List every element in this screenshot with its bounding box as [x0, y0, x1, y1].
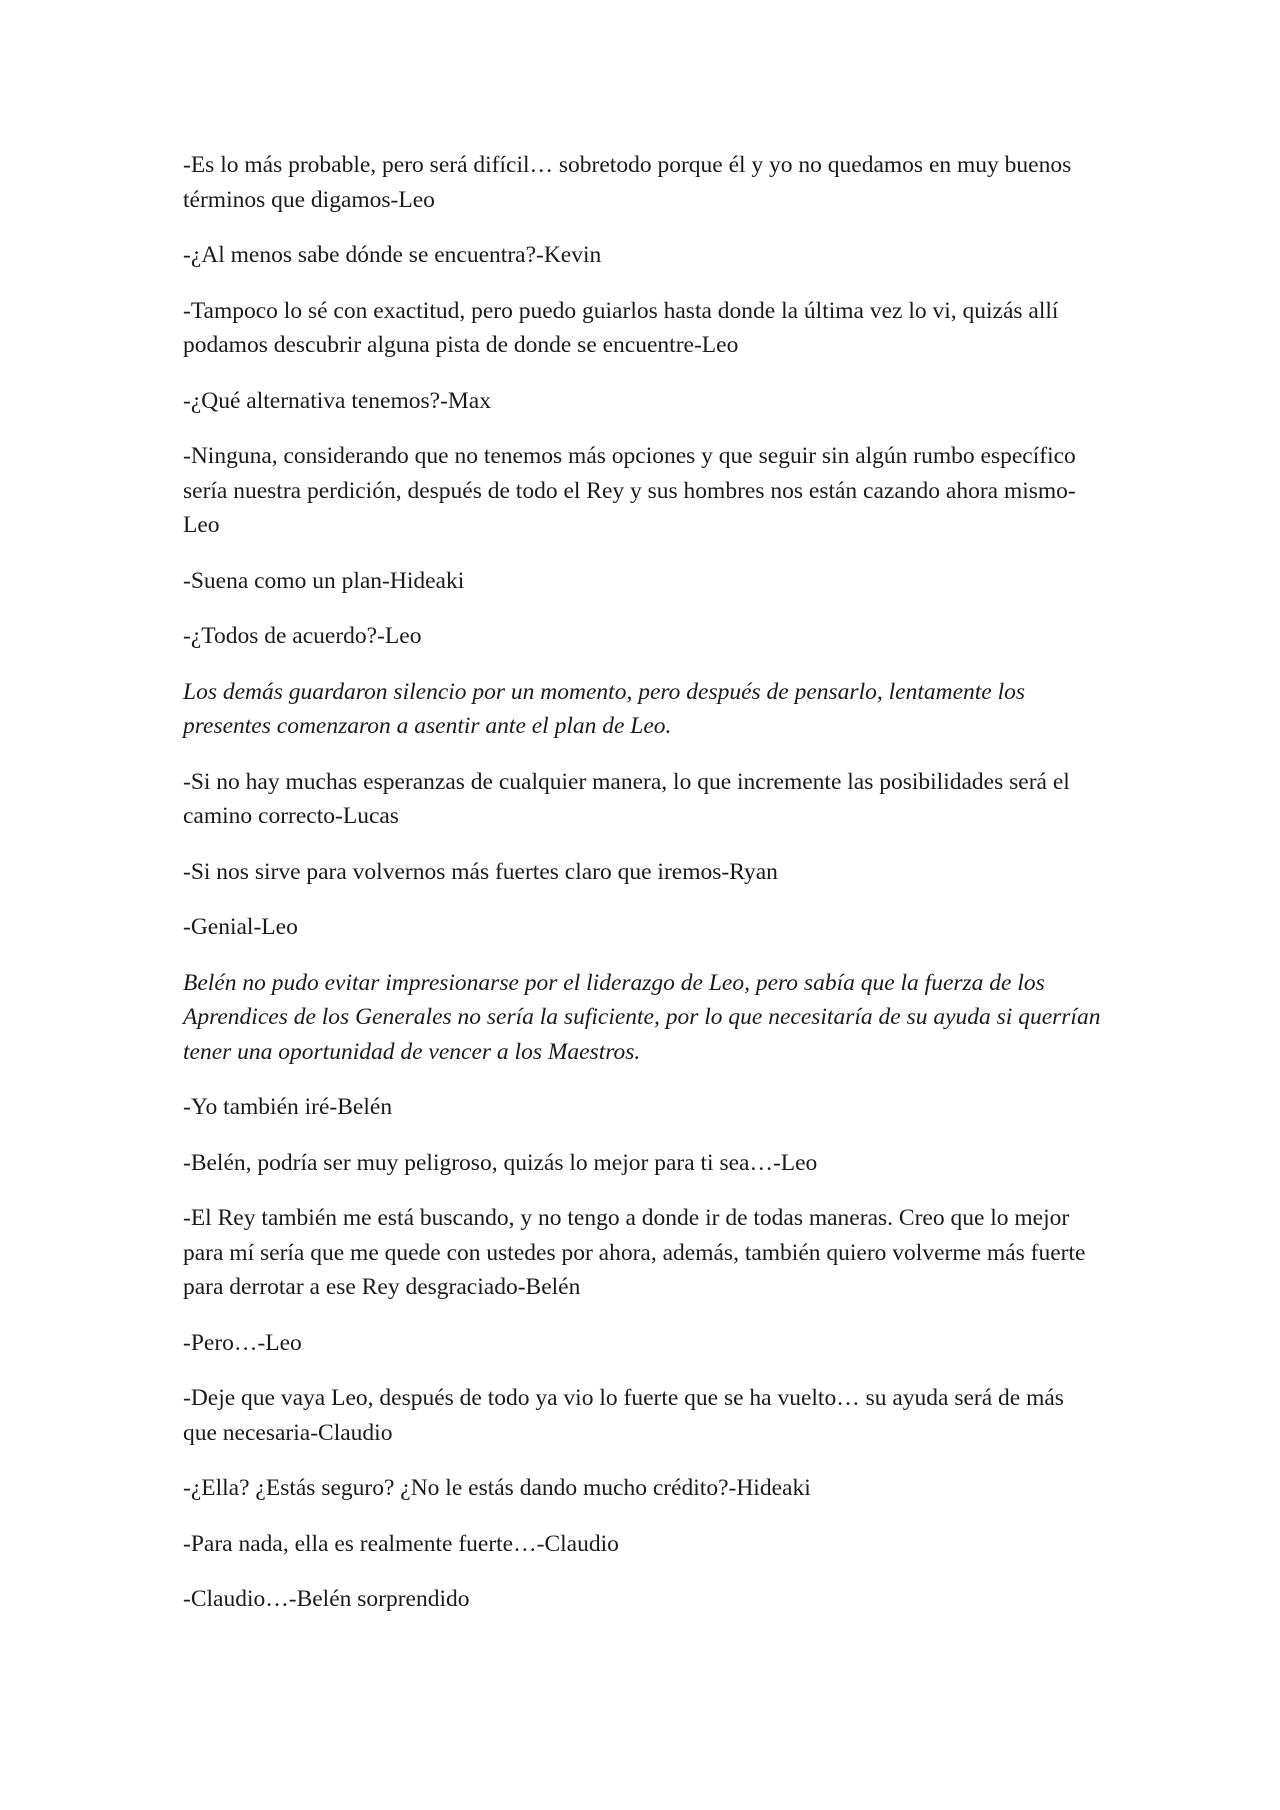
- dialogue-paragraph: -Belén, podría ser muy peligroso, quizás lo mejor para ti sea…-Leo: [183, 1149, 818, 1176]
- dialogue-paragraph: -Si no hay muchas esperanzas de cualquier manera, lo que incremente las posibilidades será el camino correcto-Lucas: [183, 768, 1070, 829]
- dialogue-paragraph: -Yo también iré-Belén: [183, 1094, 393, 1120]
- dialogue-paragraph: -Pero…-Leo: [183, 1329, 302, 1356]
- dialogue-paragraph: -Si nos sirve para volvernos más fuertes claro que iremos-Ryan: [183, 858, 778, 885]
- dialogue-paragraph: -El Rey también me está buscando, y no tengo a donde ir de todas maneras. Creo que lo mejor para mí sería que me quede con ustedes por ahora, además, también quiero volverme más fuerte para derrotar a ese Rey desgraciado-Belén: [183, 1205, 1086, 1300]
- narration-paragraph: Los demás guardaron silencio por un momento, pero después de pensarlo, lentamente los presentes comenzaron a asentir ante el plan de Leo.: [183, 678, 1026, 739]
- dialogue-paragraph: -¿Al menos sabe dónde se encuentra?-Kevin: [183, 242, 602, 268]
- dialogue-paragraph: -Claudio…-Belén sorprendido: [183, 1586, 470, 1612]
- dialogue-paragraph: -¿Ella? ¿Estás seguro? ¿No le estás dando mucho crédito?-Hideaki: [183, 1475, 811, 1501]
- dialogue-paragraph: -Suena como un plan-Hideaki: [183, 567, 465, 594]
- dialogue-paragraph: -Ninguna, considerando que no tenemos más opciones y que seguir sin algún rumbo específico sería nuestra perdición, después de todo el Rey y sus hombres nos están cazando ahora mismo-Leo: [183, 443, 1076, 538]
- dialogue-paragraph: -Deje que vaya Leo, después de todo ya vio lo fuerte que se ha vuelto… su ayuda será de más que necesaria-Claudio: [183, 1385, 1064, 1446]
- dialogue-paragraph: -Tampoco lo sé con exactitud, pero puedo guiarlos hasta donde la última vez lo vi, quizás allí podamos descubrir alguna pista de donde se encuentre-Leo: [183, 297, 1059, 358]
- dialogue-paragraph: -Genial-Leo: [183, 914, 298, 940]
- dialogue-paragraph: -Para nada, ella es realmente fuerte…-Claudio: [183, 1530, 619, 1557]
- narration-paragraph: Belén no pudo evitar impresionarse por el liderazgo de Leo, pero sabía que la fuerza de los Aprendices de los Generales no sería la suficiente, por lo que necesitaría de su ayuda si querrían tener una oportunidad de vencer a los Maestros.: [183, 969, 1101, 1065]
- document-body: [183, 148, 1103, 1638]
- dialogue-paragraph: -¿Todos de acuerdo?-Leo: [183, 623, 422, 649]
- dialogue-paragraph: -Es lo más probable, pero será difícil… sobretodo porque él y yo no quedamos en muy buenos términos que digamos-Leo: [183, 152, 1072, 213]
- dialogue-paragraph: -¿Qué alternativa tenemos?-Max: [183, 387, 491, 414]
